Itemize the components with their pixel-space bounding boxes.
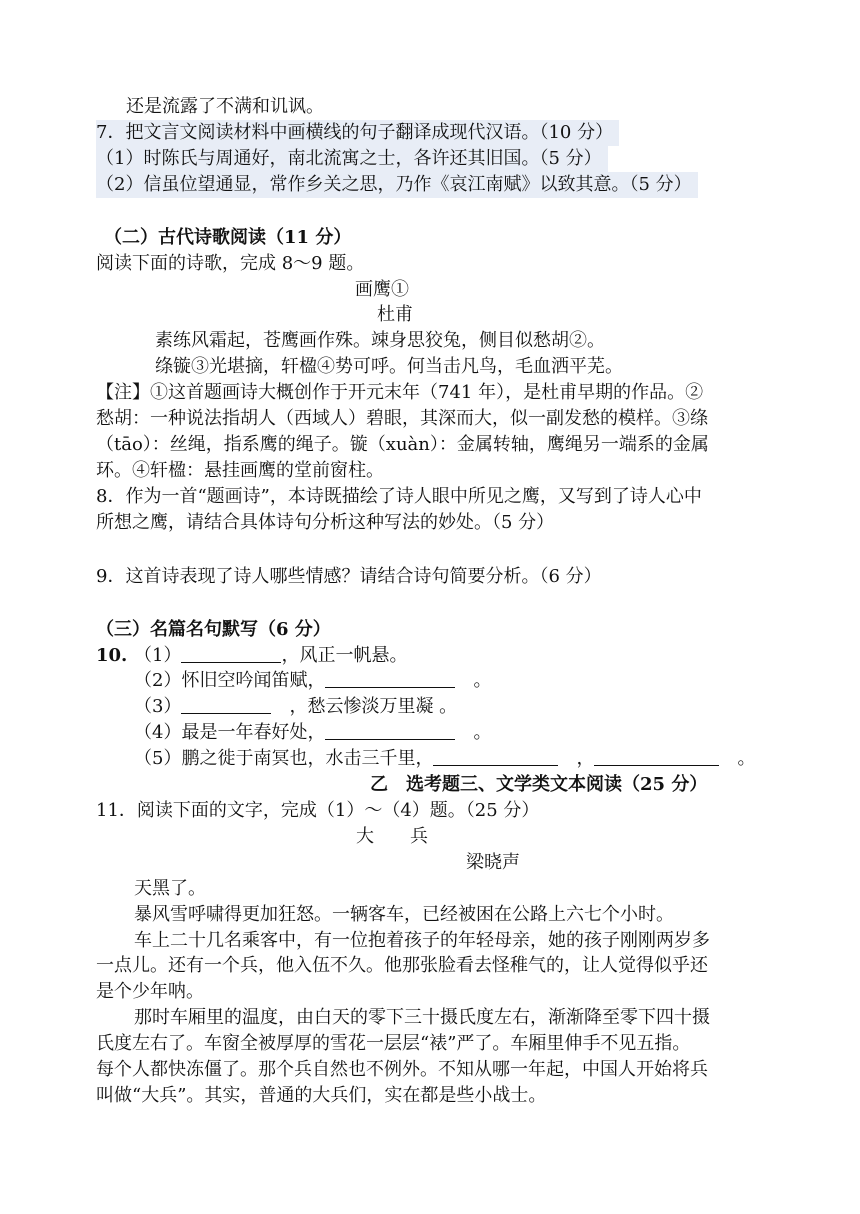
- story-paragraph: 每个人都快冻僵了。那个兵自然也不例外。不知从哪一年起，中国人开始将兵: [96, 1059, 708, 1080]
- q10-item-2: [134, 668, 491, 694]
- story-paragraph: 一点儿。还有一个兵，他入伍不久。他那张脸看去怪稚气的，让人觉得似乎还: [96, 955, 708, 976]
- q10-item-5: [134, 746, 755, 772]
- story-paragraph: 氏度左右了。车窗全被厚厚的雪花一层层“裱”严了。车厢里伸手不见五指。: [96, 1033, 691, 1054]
- story-paragraph: 叫做“大兵”。其实，普通的大兵们，实在都是些小战士。: [96, 1085, 547, 1106]
- q8-line-2: 所想之鹰，请结合具体诗句分析这种写法的妙处。（5 分）: [96, 512, 555, 533]
- story-paragraph: 是个少年呐。: [96, 981, 204, 1002]
- q10-label: 10.: [96, 645, 128, 666]
- fill-blank[interactable]: [325, 721, 455, 740]
- part-b-heading: 乙 选考题三、文学类文本阅读（25 分）: [370, 774, 708, 795]
- q10-item-2-prefix: （2）怀旧空吟闻笛赋，: [134, 670, 326, 691]
- q10-item-2-suffix: 。: [473, 670, 492, 691]
- q8-line-1: 8．作为一首“题画诗”，本诗既描绘了诗人眼中所见之鹰，又写到了诗人心中: [96, 486, 702, 507]
- q10-item-5-mid: ，: [576, 748, 595, 769]
- poem-note-line: （tāo）：丝绳，指系鹰的绳子。镟（xuàn）：金属转轴，鹰绳另一端系的金属: [96, 434, 709, 455]
- poem-title: 画鹰①: [355, 279, 409, 300]
- poem-note-line: 【注】①这首题画诗大概创作于开元末年（741 年），是杜甫早期的作品。②: [96, 382, 704, 403]
- q9-text: 9．这首诗表现了诗人哪些情感？请结合诗句简要分析。（6 分）: [96, 566, 602, 587]
- q7-stem: 7．把文言文阅读材料中画横线的句子翻译成现代汉语。（10 分）: [96, 120, 619, 146]
- fill-blank[interactable]: [181, 644, 281, 663]
- section2-heading: （二）古代诗歌阅读（11 分）: [104, 227, 352, 248]
- story-paragraph: 那时车厢里的温度，由白天的零下三十摄氏度左右，渐渐降至零下四十摄: [134, 1007, 710, 1028]
- story-title: 大 兵: [356, 826, 428, 847]
- q10-item-5-suffix: 。: [737, 748, 756, 769]
- q10-item-3-prefix: （3）: [134, 696, 182, 717]
- fill-blank[interactable]: [181, 695, 271, 714]
- q7-sentence-2: （2）信虽位望通显，常作乡关之思，乃作《哀江南赋》以致其意。（5 分）: [96, 172, 698, 198]
- q10-item-1-suffix: ，风正一帆悬。: [281, 645, 408, 666]
- fill-blank[interactable]: [594, 747, 719, 766]
- q10-item-3-suffix: ，愁云惨淡万里凝 。: [289, 696, 458, 717]
- q10-item-1: [134, 643, 407, 669]
- q7-sentence-1: （1）时陈氏与周通好，南北流寓之士，各许还其旧国。（5 分）: [96, 146, 608, 172]
- q10-item-4: [134, 720, 491, 746]
- poem-line-2: 绦镟③光堪摘，轩楹④势可呼。何当击凡鸟，毛血洒平芜。: [155, 356, 623, 377]
- story-author: 梁晓声: [466, 852, 520, 873]
- story-paragraph: 车上二十几名乘客中，有一位抱着孩子的年轻母亲，她的孩子刚刚两岁多: [134, 930, 710, 951]
- fill-blank[interactable]: [325, 669, 455, 688]
- poem-note-line: 环。④轩楹：悬挂画鹰的堂前窗柱。: [96, 460, 384, 481]
- q10-item-4-prefix: （4）最是一年春好处，: [134, 722, 326, 743]
- q10-item-3: [134, 694, 457, 720]
- poem-note-line: 愁胡：一种说法指胡人（西域人）碧眼，其深而大，似一副发愁的模样。③绦: [96, 408, 708, 429]
- story-paragraph: 天黑了。: [134, 878, 206, 899]
- fill-blank[interactable]: [433, 747, 558, 766]
- q10-item-4-suffix: 。: [473, 722, 492, 743]
- q11-text: 11．阅读下面的文字，完成（1）～（4）题。（25 分）: [96, 800, 540, 821]
- poem-author: 杜甫: [377, 304, 413, 325]
- section3-heading: （三）名篇名句默写（6 分）: [96, 619, 331, 640]
- q6-tail-text: 还是流露了不满和讥讽。: [126, 96, 324, 117]
- q10-item-1-prefix: （1）: [134, 645, 182, 666]
- poem-line-1: 素练风霜起，苍鹰画作殊。竦身思狡兔，侧目似愁胡②。: [155, 330, 605, 351]
- q10-item-5-prefix: （5）鹏之徙于南冥也，水击三千里，: [134, 748, 434, 769]
- story-paragraph: 暴风雪呼啸得更加狂怒。一辆客车，已经被困在公路上六七个小时。: [134, 904, 674, 925]
- section2-intro: 阅读下面的诗歌，完成 8～9 题。: [96, 253, 365, 274]
